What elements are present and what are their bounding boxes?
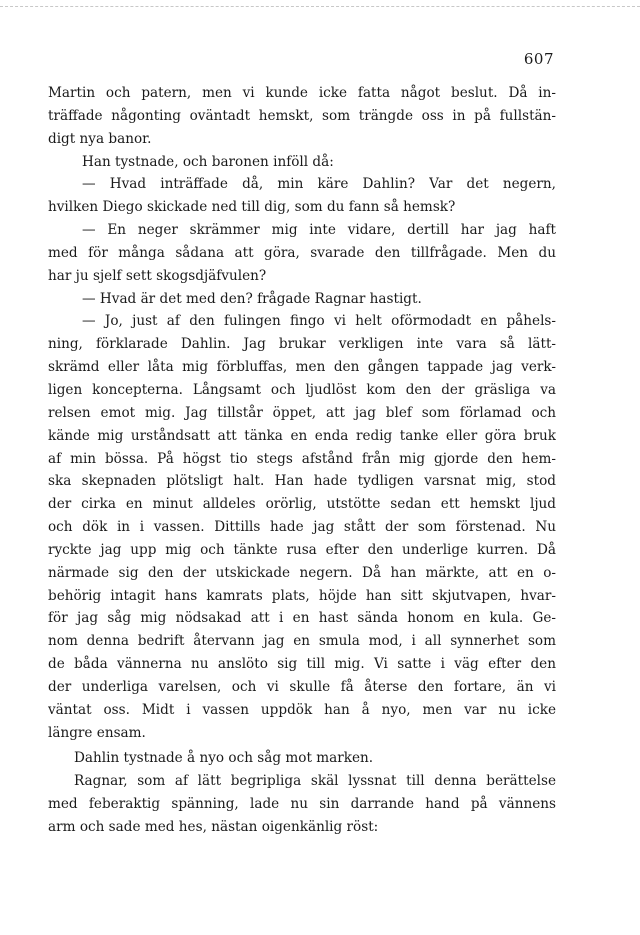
text-line: behörig intagit hans kamrats plats, höjde han sitt skjutvapen, hvar-: [48, 587, 556, 604]
text-line: längre ensam.: [48, 724, 146, 741]
top-divider: [0, 6, 640, 7]
text-line: för jag såg mig nödsakad att i en hast sända honom en kula. Ge-: [48, 610, 556, 627]
text-line: skrämd eller låta mig förbluffas, men den gången tappade jag verk-: [48, 359, 556, 376]
text-line: ryckte jag upp mig och tänkte rusa efter den underlige kurren. Då: [48, 541, 556, 558]
body-text: [48, 82, 556, 839]
text-line: Han tystnade, och baronen inföll då:: [82, 153, 334, 170]
text-line: digt nya banor.: [48, 130, 152, 147]
text-line: med feberaktig spänning, lade nu sin darrande hand på vännens: [48, 796, 556, 813]
text-line: närmade sig den der utskickade negern. Då han märkte, att en o-: [48, 564, 556, 581]
text-line: arm och sade med hes, nästan oigenkänlig röst:: [48, 819, 379, 835]
text-line: har ju sjelf sett skogsdjäfvulen?: [48, 267, 267, 284]
text-line: Ragnar, som af lätt begripliga skäl lyssnat till denna berättelse: [74, 773, 556, 790]
text-line: nom denna bedrift återvann jag en smula mod, i all synnerhet som: [48, 633, 556, 650]
text-line: kände mig urståndsatt att tänka en enda redig tanke eller göra bruk: [48, 427, 556, 444]
text-line: af min bössa. På högst tio stegs afstånd från mig gjorde den hem-: [48, 450, 556, 467]
text-line: hvilken Diego skickade ned till dig, som du fann så hemsk?: [48, 199, 456, 216]
text-line: ning, förklarade Dahlin. Jag brukar verkligen inte vara så lätt-: [48, 336, 556, 353]
text-line: der underliga varelsen, och vi skulle få återse den fortare, än vi: [48, 678, 556, 695]
text-line: der cirka en minut alldeles orörlig, utstötte sedan ett hemskt ljud: [48, 496, 556, 513]
text-line: relsen emot mig. Jag tillstår öppet, att jag blef som förlamad och: [48, 404, 556, 421]
text-line: ligen koncepterna. Långsamt och ljudlöst kom den der gräsliga va: [48, 381, 556, 398]
text-line: träffade någonting oväntadt hemskt, som trängde oss in på fullstän-: [48, 107, 556, 124]
text-line: och dök in i vassen. Dittills hade jag stått der som förstenad. Nu: [48, 519, 556, 536]
page-number: 607: [523, 50, 554, 68]
text-line: de båda vännerna nu anslöto sig till mig. Vi satte i väg efter den: [48, 656, 556, 673]
text-line: Dahlin tystnade å nyo och såg mot marken.: [74, 750, 374, 767]
text-line: — Jo, just af den fulingen fingo vi helt oförmodadt en påhels-: [82, 313, 556, 330]
text-line: — En neger skrämmer mig inte vidare, dertill har jag haft: [82, 222, 556, 239]
text-line: — Hvad inträffade då, min käre Dahlin? Var det negern,: [82, 176, 556, 193]
text-line: med för många sådana att göra, svarade den tillfrågade. Men du: [48, 244, 556, 261]
text-line: väntat oss. Midt i vassen uppdök han å nyo, men var nu icke: [48, 701, 556, 718]
text-line: — Hvad är det med den? frågade Ragnar hastigt.: [82, 290, 422, 307]
text-line: Martin och patern, men vi kunde icke fatta något beslut. Då in-: [48, 85, 556, 101]
text-line: ska skepnaden plötsligt halt. Han hade tydligen varsnat mig, stod: [48, 473, 556, 490]
